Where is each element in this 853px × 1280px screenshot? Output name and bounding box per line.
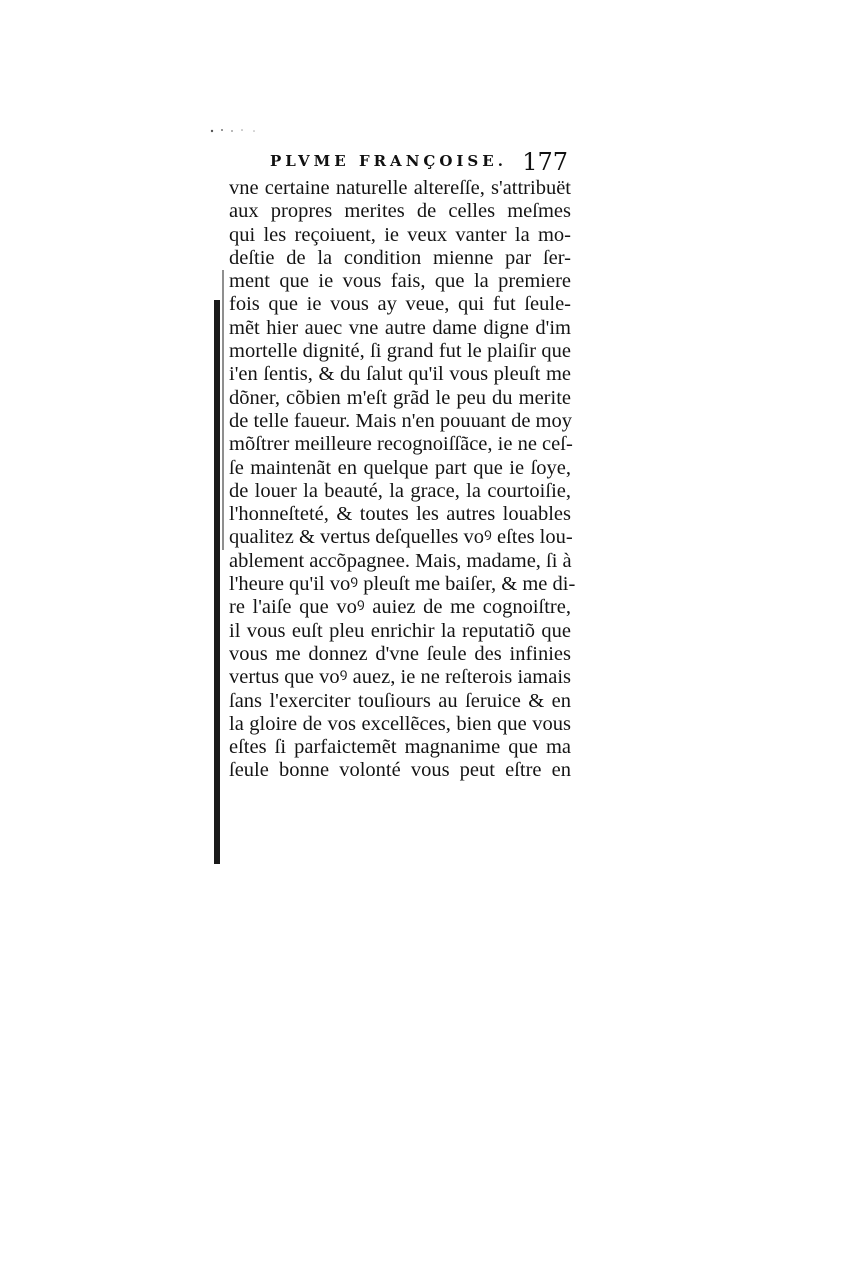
text-line: fois que ie vous ay veue, qui fut ſeule-	[229, 293, 571, 316]
text-line: ment que ie vous fais, que la premiere	[229, 270, 571, 293]
text-line: qualitez & vertus deſquelles voꝰ eſtes lou-	[229, 526, 573, 549]
text-line: ſeule bonne volonté vous peut eſtre en	[229, 759, 571, 782]
text-line: ſe maintenãt en quelque part que ie ſoye,	[229, 456, 571, 479]
text-line: la gloire de vos excellẽces, bien que vous	[229, 712, 571, 735]
text-line: de telle faueur. Mais n'en pouuant de moy	[229, 409, 572, 432]
text-line: re l'aiſe que voꝰ auiez de me cognoiſtre,	[229, 596, 571, 619]
text-line: vous me donnez d'vne ſeule des infinies	[229, 642, 571, 665]
margin-specks	[208, 126, 268, 134]
body-text	[229, 177, 576, 783]
text-line: vertus que voꝰ auez, ie ne reſterois iamais	[229, 666, 571, 689]
binding-shadow-inner	[222, 270, 224, 550]
text-line: eſtes ſi parfaictemẽt magnanime que ma	[229, 736, 571, 759]
text-line: i'en ſentis, & du ſalut qu'il vous pleuſt me	[229, 363, 571, 386]
text-line: mõſtrer meilleure recognoiſſãce, ie ne ceſ-	[229, 433, 573, 456]
text-line: l'honneſteté, & toutes les autres louables	[229, 503, 571, 526]
text-line: aux propres merites de celles meſmes	[229, 200, 571, 223]
text-line: il vous euſt pleu enrichir la reputatiõ que	[229, 619, 571, 642]
text-line: qui les reçoiuent, ie veux vanter la mo-	[229, 223, 571, 246]
text-line: l'heure qu'il voꝰ pleuſt me baiſer, & me di-	[229, 573, 576, 596]
text-line: mẽt hier auec vne autre dame digne d'im	[229, 316, 571, 339]
binding-shadow	[214, 300, 220, 864]
text-line: mortelle dignité, ſi grand fut le plaiſir que	[229, 340, 571, 363]
text-line: ablement accõpagnee. Mais, madame, ſi à	[229, 549, 572, 572]
text-line: vne certaine naturelle altereſſe, s'attribuët	[229, 177, 571, 199]
page-number: 177	[522, 148, 568, 176]
text-line: ſans l'exerciter touſiours au ſeruice & en	[229, 689, 571, 712]
running-head	[254, 150, 574, 178]
text-line: de louer la beauté, la grace, la courtoiſie,	[229, 479, 571, 502]
running-title: PLVME FRANÇOISE.	[270, 152, 507, 170]
text-line: dõner, cõbien m'eſt grãd le peu du merite	[229, 386, 571, 409]
text-line: deſtie de la condition mienne par ſer-	[229, 246, 571, 269]
